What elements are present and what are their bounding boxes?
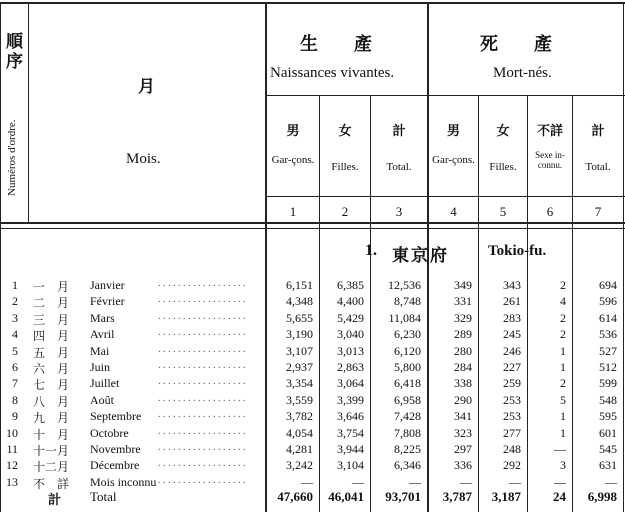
row-number: 13 xyxy=(6,474,18,489)
row-value: 3,399 xyxy=(337,392,364,407)
row-month-fr: Mois inconnu xyxy=(90,474,157,489)
row-month-fr: Mars xyxy=(90,310,115,325)
row-value: 4 xyxy=(560,294,566,309)
row-month-fr: Septembre xyxy=(90,409,142,424)
row-value: 5,429 xyxy=(337,310,364,325)
row-value: 336 xyxy=(454,458,472,473)
row-value: 527 xyxy=(599,343,617,358)
row-month-cjk: 三 月 xyxy=(33,312,70,327)
column-header-cjk: 計 xyxy=(591,124,605,139)
column-header-fr: Filles. xyxy=(489,161,517,173)
column-header-fr: Filles. xyxy=(331,161,359,173)
row-month-cjk: 七 月 xyxy=(33,378,70,393)
row-value: 329 xyxy=(454,310,472,325)
total-label-fr: Total xyxy=(90,489,117,504)
row-value: 8,748 xyxy=(394,294,421,309)
leader-dots: . . . . . . . . . . . . . . . . . . xyxy=(158,458,246,470)
row-value: 6,346 xyxy=(394,458,421,473)
row-value: 595 xyxy=(599,409,617,424)
total-value: 46,041 xyxy=(328,489,364,504)
row-month-cjk: 六 月 xyxy=(33,362,70,376)
row-month-cjk: 不 詳 xyxy=(33,476,70,491)
row-value: 6,418 xyxy=(394,376,421,391)
row-number: 3 xyxy=(12,310,18,325)
column-header-fr: Sexe in-connu. xyxy=(535,150,565,170)
row-month-fr: Février xyxy=(90,294,125,309)
column-header-fr: Total. xyxy=(585,161,611,173)
row-value: 289 xyxy=(454,327,472,342)
column-number: 3 xyxy=(395,204,403,219)
row-value: 323 xyxy=(454,425,472,440)
row-number: 9 xyxy=(12,409,18,424)
row-month-cjk: 五 月 xyxy=(33,345,70,360)
row-value: 512 xyxy=(599,360,617,374)
row-value: 4,400 xyxy=(337,294,364,309)
row-value: 3,242 xyxy=(286,458,313,473)
leader-dots: . . . . . . . . . . . . . . . . . . xyxy=(158,474,246,486)
leader-dots: . . . . . . . . . . . . . . . . . . xyxy=(158,376,246,388)
column-number: 1 xyxy=(289,204,297,219)
column-header-fr: Gar-çons. xyxy=(271,154,315,166)
row-number: 12 xyxy=(6,458,18,473)
row-month-cjk: 九 月 xyxy=(33,411,70,426)
column-header-cjk: 計 xyxy=(392,124,406,139)
total-value: 93,701 xyxy=(385,489,421,504)
row-value: 4,348 xyxy=(286,294,313,309)
leader-dots: . . . . . . . . . . . . . . . . . . xyxy=(158,425,246,437)
row-month-fr: Novembre xyxy=(90,442,141,456)
row-number: 2 xyxy=(12,294,18,309)
row-value: 349 xyxy=(454,278,472,292)
row-value: 259 xyxy=(503,376,521,391)
column-header-cjk: 女 xyxy=(496,124,510,139)
row-month-cjk: 十一月 xyxy=(33,444,70,458)
row-number: 10 xyxy=(6,425,18,440)
row-value: 3,190 xyxy=(286,327,313,342)
section-title-cjk: 東京府 xyxy=(392,246,449,266)
row-value: 601 xyxy=(599,425,617,440)
column-number: 6 xyxy=(546,204,554,219)
row-value: 3,646 xyxy=(337,409,364,424)
leader-dots: . . . . . . . . . . . . . . . . . . xyxy=(158,392,246,404)
row-value: 3,354 xyxy=(286,376,313,391)
top-rule xyxy=(0,2,625,4)
row-value: 3,013 xyxy=(337,343,364,358)
column-number: 4 xyxy=(450,204,457,219)
month-header-fr: Mois. xyxy=(126,151,161,167)
row-value: 2 xyxy=(560,310,566,325)
row-value: 2 xyxy=(560,376,566,391)
row-value: 6,385 xyxy=(337,278,364,292)
row-value: 1 xyxy=(560,360,566,374)
row-month-fr: Juillet xyxy=(90,376,120,391)
row-value: 280 xyxy=(454,343,472,358)
row-value: 694 xyxy=(599,278,617,292)
row-value: 536 xyxy=(599,327,617,342)
leader-dots: . . . . . . . . . . . . . . . . . . xyxy=(158,327,246,339)
row-month-cjk: 二 月 xyxy=(33,296,70,311)
row-value: 5 xyxy=(560,392,566,407)
row-value: 341 xyxy=(454,409,472,424)
row-value: 1 xyxy=(560,343,566,358)
total-value: 47,660 xyxy=(277,489,313,504)
row-month-fr: Août xyxy=(90,392,114,407)
section-title-fr: Tokio-fu. xyxy=(488,243,547,259)
row-value: — xyxy=(301,474,313,489)
row-value: 261 xyxy=(503,294,521,309)
row-month-fr: Janvier xyxy=(90,278,125,292)
month-header-cjk: 月 xyxy=(138,77,155,97)
row-value: 338 xyxy=(454,376,472,391)
row-value: — xyxy=(554,474,566,489)
column-number: 2 xyxy=(341,204,349,219)
row-value: 3,104 xyxy=(337,458,364,473)
leader-dots: . . . . . . . . . . . . . . . . . . xyxy=(158,294,246,306)
row-number: 7 xyxy=(12,376,18,391)
column-header-cjk: 不詳 xyxy=(536,124,563,139)
row-value: 614 xyxy=(599,310,617,325)
row-value: 1 xyxy=(560,409,566,424)
row-value: 343 xyxy=(503,278,521,292)
row-value: 6,958 xyxy=(394,392,421,407)
row-value: 6,230 xyxy=(394,327,421,342)
row-value: 5,800 xyxy=(394,360,421,374)
row-value: 596 xyxy=(599,294,617,309)
leader-dots: . . . . . . . . . . . . . . . . . . xyxy=(158,442,246,453)
row-value: — xyxy=(460,474,472,489)
row-value: 297 xyxy=(454,442,472,456)
row-value: 5,655 xyxy=(286,310,313,325)
row-month-cjk: 八 月 xyxy=(33,394,70,409)
row-value: 1 xyxy=(560,425,566,440)
row-value: 284 xyxy=(454,360,472,374)
row-value: — xyxy=(352,474,364,489)
column-header-cjk: 男 xyxy=(286,124,300,139)
row-value: 4,281 xyxy=(286,442,313,456)
row-value: 2,863 xyxy=(337,360,364,374)
column-header-cjk: 女 xyxy=(338,124,352,139)
leader-dots: . . . . . . . . . . . . . . . . . . xyxy=(158,409,246,421)
column-number: 7 xyxy=(594,204,602,219)
column-header-fr: Total. xyxy=(386,161,412,173)
row-value: 290 xyxy=(454,392,472,407)
total-value: 6,998 xyxy=(587,489,617,504)
row-value: 599 xyxy=(599,376,617,391)
stillbirths-header-fr: Mort-nés. xyxy=(493,65,552,81)
row-value: 3,559 xyxy=(286,392,313,407)
row-value: 6,151 xyxy=(286,278,313,292)
total-value: 3,787 xyxy=(442,489,472,504)
row-number: 5 xyxy=(12,343,18,358)
births-header-fr: Naissances vivantes. xyxy=(270,65,395,81)
row-value: 2 xyxy=(560,327,566,342)
leader-dots: . . . . . . . . . . . . . . . . . . xyxy=(158,343,246,355)
total-value: 3,187 xyxy=(491,489,521,504)
row-value: 253 xyxy=(503,392,521,407)
row-value: — xyxy=(509,474,521,489)
row-month-cjk: 一 月 xyxy=(33,280,70,294)
row-value: — xyxy=(605,474,617,489)
row-month-cjk: 四 月 xyxy=(33,329,70,344)
births-header-cjk: 生 產 xyxy=(300,34,372,55)
row-value: 3,782 xyxy=(286,409,313,424)
total-label-cjk: 計 xyxy=(48,493,62,508)
row-value: 548 xyxy=(599,392,617,407)
row-value: 3,064 xyxy=(337,376,364,391)
row-value: 6,120 xyxy=(394,343,421,358)
row-month-fr: Décembre xyxy=(90,458,140,473)
row-month-fr: Octobre xyxy=(90,425,129,440)
row-value: — xyxy=(409,474,421,489)
order-header-fr: Numéros d'ordre. xyxy=(6,119,18,196)
row-value: 245 xyxy=(503,327,521,342)
row-value: 7,808 xyxy=(394,425,421,440)
row-value: 7,428 xyxy=(394,409,421,424)
column-number: 5 xyxy=(499,204,507,219)
order-col-rule xyxy=(28,2,29,224)
row-value: 3,944 xyxy=(337,442,364,456)
row-number: 4 xyxy=(12,327,18,342)
row-value: 227 xyxy=(503,360,521,374)
row-value: 3 xyxy=(560,458,566,473)
row-value: 277 xyxy=(503,425,521,440)
leader-dots: . . . . . . . . . . . . . . . . . . xyxy=(158,278,246,289)
row-number: 1 xyxy=(12,278,18,292)
leader-dots: . . . . . . . . . . . . . . . . . . xyxy=(158,360,246,371)
row-number: 11 xyxy=(6,442,18,456)
row-value: 2 xyxy=(560,278,566,292)
row-value: 8,225 xyxy=(394,442,421,456)
row-value: 246 xyxy=(503,343,521,358)
header-bottom-rule xyxy=(0,222,625,224)
row-value: 248 xyxy=(503,442,521,456)
row-value: 283 xyxy=(503,310,521,325)
row-number: 6 xyxy=(12,360,18,374)
row-value: 3,107 xyxy=(286,343,313,358)
section-number: 1. xyxy=(365,242,377,259)
row-value: 331 xyxy=(454,294,472,309)
row-month-fr: Avril xyxy=(90,327,115,342)
row-value: 292 xyxy=(503,458,521,473)
right-border xyxy=(623,2,624,512)
order-header-cjk: 順序 xyxy=(6,32,23,72)
row-value: 11,084 xyxy=(388,310,421,325)
row-value: 4,054 xyxy=(286,425,313,440)
section-bottom-rule xyxy=(0,228,625,229)
row-month-cjk: 十 月 xyxy=(33,427,70,442)
column-header-cjk: 男 xyxy=(446,124,460,139)
column-header-fr: Gar-çons. xyxy=(432,154,475,166)
row-number: 8 xyxy=(12,392,18,407)
row-value: 3,040 xyxy=(337,327,364,342)
total-value: 24 xyxy=(553,489,566,504)
row-value: 12,536 xyxy=(388,278,421,292)
row-value: 545 xyxy=(599,442,617,456)
row-month-fr: Juin xyxy=(90,360,111,374)
stillbirths-header-cjk: 死 產 xyxy=(480,34,552,55)
row-value: 3,754 xyxy=(337,425,364,440)
row-value: 253 xyxy=(503,409,521,424)
row-month-cjk: 十二月 xyxy=(33,460,70,475)
row-value: 631 xyxy=(599,458,617,473)
row-value: — xyxy=(554,442,566,456)
row-value: 2,937 xyxy=(286,360,313,374)
leader-dots: . . . . . . . . . . . . . . . . . . xyxy=(158,310,246,322)
row-month-fr: Mai xyxy=(90,343,110,358)
